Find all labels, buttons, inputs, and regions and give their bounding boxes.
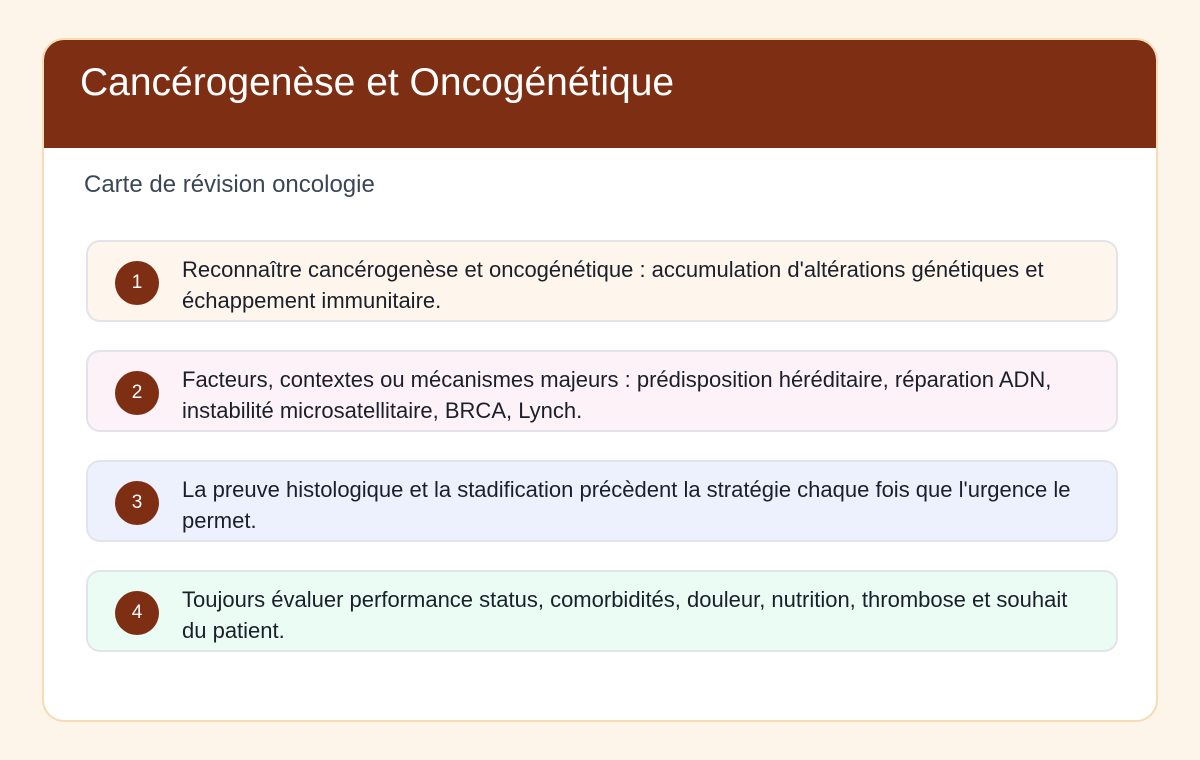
list-item <box>86 460 1118 542</box>
item-text: Reconnaître cancérogenèse et oncogénétique : accumulation d'altérations génétiques et échappement immunitaire. <box>182 257 1044 313</box>
item-number-badge: 2 <box>115 371 159 415</box>
item-number-badge: 4 <box>115 591 159 635</box>
card-header <box>44 40 1156 148</box>
page-title: Cancérogenèse et Oncogénétique <box>80 61 675 104</box>
card-subtitle: Carte de révision oncologie <box>84 171 375 198</box>
item-number-badge: 1 <box>115 261 159 305</box>
revision-card <box>42 38 1158 722</box>
list-item <box>86 240 1118 322</box>
list-item <box>86 350 1118 432</box>
item-number-badge: 3 <box>115 481 159 525</box>
item-text: La preuve histologique et la stadification précèdent la stratégie chaque fois que l'urgence le permet. <box>182 477 1071 533</box>
key-points-list <box>86 240 1118 680</box>
list-item <box>86 570 1118 652</box>
item-text: Facteurs, contextes ou mécanismes majeurs : prédisposition héréditaire, réparation ADN, instabilité microsatellitaire, BRCA, Lynch. <box>182 367 1052 423</box>
item-text: Toujours évaluer performance status, comorbidités, douleur, nutrition, thrombose et souhait du patient. <box>182 587 1068 643</box>
